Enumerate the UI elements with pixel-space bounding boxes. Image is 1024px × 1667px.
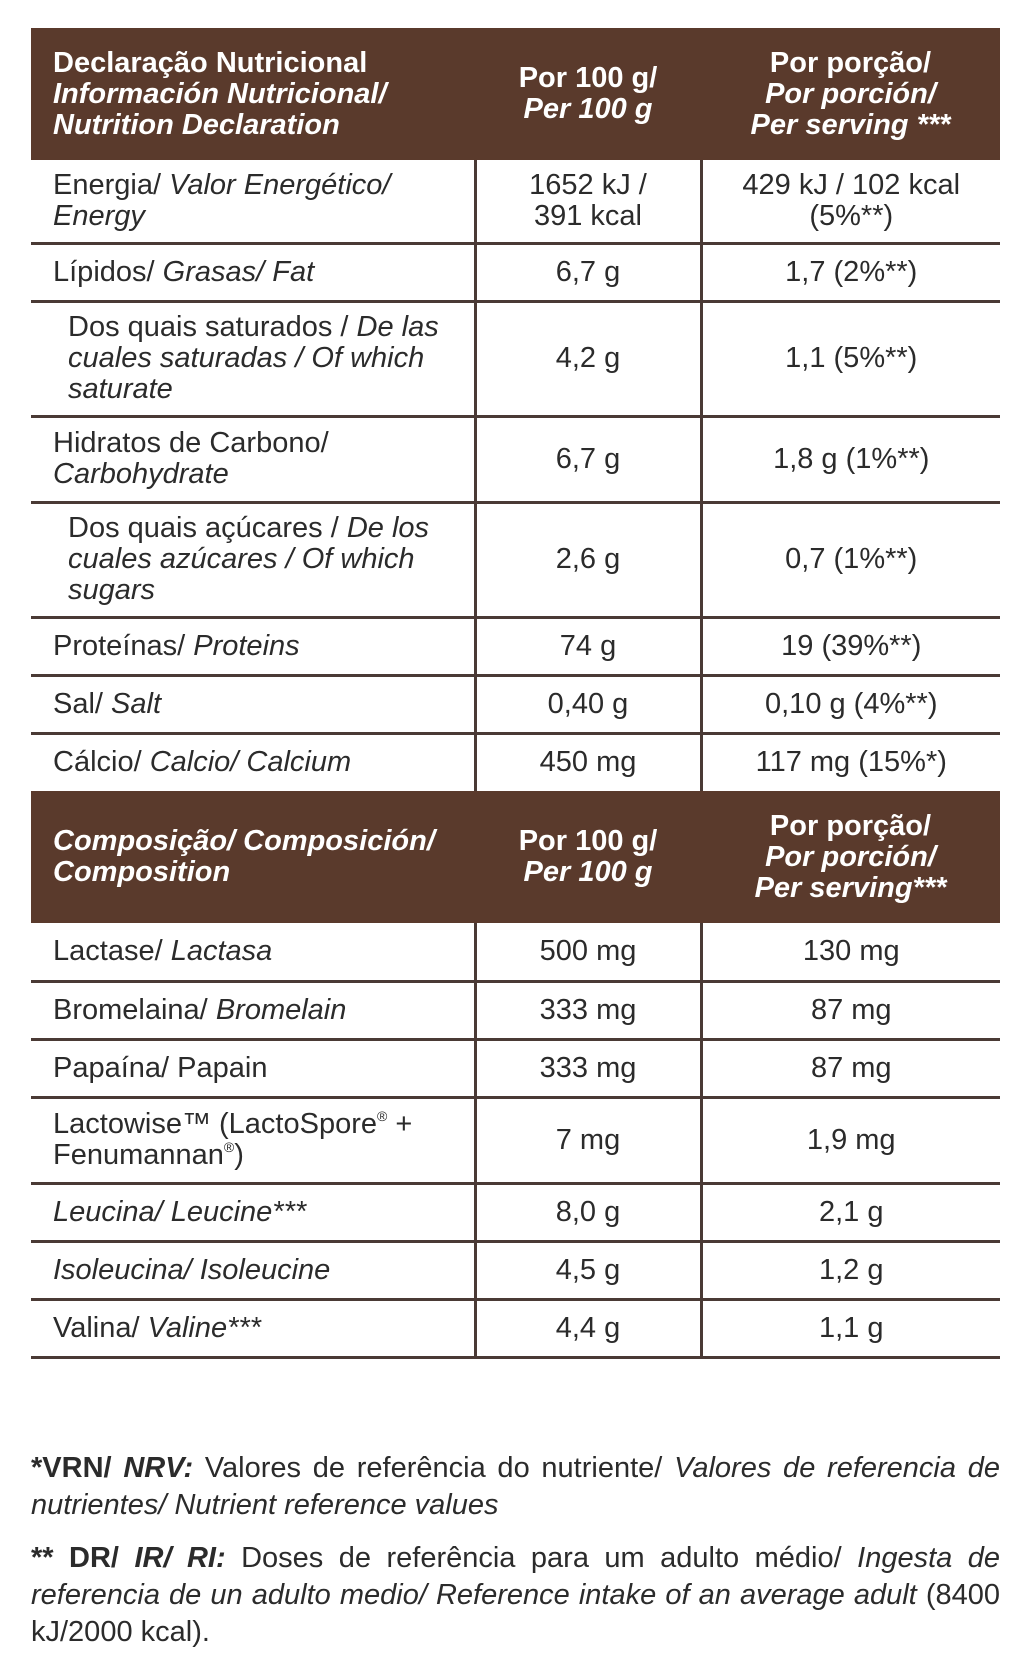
nutrition-header-serving: Por porção/ Por porción/ Per serving *** <box>701 28 1000 160</box>
ingredient-label: Papaína/ Papain <box>31 1039 475 1097</box>
serving-value: 1,1 (5%**) <box>701 301 1000 416</box>
nutrient-label: Hidratos de Carbono/ Carbohydrate <box>31 416 475 502</box>
nutrient-label: Dos quais saturados / De las cuales saturadas / Of which saturate <box>31 301 475 416</box>
nutrient-label: Proteínas/ Proteins <box>31 617 475 675</box>
ingredient-label: Valina/ Valine*** <box>31 1299 475 1357</box>
serving-value: 1,8 g (1%**) <box>701 416 1000 502</box>
serving-value: 1,9 mg <box>701 1097 1000 1183</box>
ingredient-label: Isoleucina/ Isoleucine <box>31 1241 475 1299</box>
per100-value: 4,2 g <box>475 301 701 416</box>
ingredient-label: Lactase/ Lactasa <box>31 923 475 981</box>
nutrition-table-wrapper <box>31 28 1000 1359</box>
per100-value: 8,0 g <box>475 1183 701 1241</box>
serving-value: 0,10 g (4%**) <box>701 675 1000 733</box>
table-row <box>31 243 1000 301</box>
per100-value: 2,6 g <box>475 502 701 617</box>
nutrient-label: Dos quais açúcares / De los cuales azúcares / Of which sugars <box>31 502 475 617</box>
serving-value: 1,2 g <box>701 1241 1000 1299</box>
ingredient-label: Leucina/ Leucine*** <box>31 1183 475 1241</box>
per100-value: 0,40 g <box>475 675 701 733</box>
serving-value: 0,7 (1%**) <box>701 502 1000 617</box>
serving-value: 87 mg <box>701 981 1000 1039</box>
per100-value: 6,7 g <box>475 416 701 502</box>
per100-value: 1652 kJ / 391 kcal <box>475 160 701 243</box>
table-row <box>31 675 1000 733</box>
table-row <box>31 981 1000 1039</box>
nutrition-header-label: Declaração Nutricional Información Nutricional/ Nutrition Declaration <box>31 28 475 160</box>
ingredient-label: Lactowise™ (LactoSpore® + Fenumannan®) <box>31 1097 475 1183</box>
per100-value: 333 mg <box>475 1039 701 1097</box>
nutrient-label: Sal/ Salt <box>31 675 475 733</box>
nutrient-label: Energia/ Valor Energético/ Energy <box>31 160 475 243</box>
per100-value: 333 mg <box>475 981 701 1039</box>
ingredient-label: Bromelaina/ Bromelain <box>31 981 475 1039</box>
table-row <box>31 502 1000 617</box>
table-row <box>31 160 1000 243</box>
table-row <box>31 733 1000 791</box>
serving-value: 1,1 g <box>701 1299 1000 1357</box>
nutrient-label: Cálcio/ Calcio/ Calcium <box>53 746 352 779</box>
serving-value: 130 mg <box>701 923 1000 981</box>
table-row <box>31 1039 1000 1097</box>
table-row <box>31 617 1000 675</box>
table-row <box>31 923 1000 981</box>
footnotes <box>31 1450 1000 1667</box>
table-row <box>31 1299 1000 1357</box>
serving-value: 87 mg <box>701 1039 1000 1097</box>
serving-value: 429 kJ / 102 kcal (5%**) <box>701 160 1000 243</box>
nutrition-header-row <box>31 28 1000 160</box>
serving-value: 19 (39%**) <box>701 617 1000 675</box>
footnote-dr: ** DR/ IR/ RI: Doses de referência para um adulto médio/ Ingesta de referencia de un adulto medio/ Reference intake of an average adult (8400 kJ/2000 kcal). <box>31 1542 1000 1648</box>
nutrition-table <box>31 28 1000 1359</box>
composition-header-per100: Por 100 g/ Per 100 g <box>475 791 701 923</box>
per100-value: 4,5 g <box>475 1241 701 1299</box>
per100-value: 74 g <box>475 617 701 675</box>
per100-value: 500 mg <box>475 923 701 981</box>
serving-value: 117 mg (15%*) <box>701 733 1000 791</box>
composition-header-label: Composição/ Composición/ Composition <box>31 791 475 923</box>
table-row <box>31 1097 1000 1183</box>
table-row <box>31 1241 1000 1299</box>
composition-header-row <box>31 791 1000 923</box>
composition-header-serving: Por porção/ Por porción/ Per serving*** <box>701 791 1000 923</box>
table-row <box>31 1183 1000 1241</box>
nutrient-label: Lípidos/ Grasas/ Fat <box>31 243 475 301</box>
table-row <box>31 301 1000 416</box>
table-row <box>31 416 1000 502</box>
per100-value: 7 mg <box>475 1097 701 1183</box>
per100-value: 450 mg <box>475 733 701 791</box>
nutrition-header-per100: Por 100 g/ Per 100 g <box>475 28 701 160</box>
footnote-vrn: *VRN/ NRV: Valores de referência do nutriente/ Valores de referencia de nutrientes/ Nutrient reference values <box>31 1452 1000 1521</box>
serving-value: 2,1 g <box>701 1183 1000 1241</box>
per100-value: 6,7 g <box>475 243 701 301</box>
per100-value: 4,4 g <box>475 1299 701 1357</box>
serving-value: 1,7 (2%**) <box>701 243 1000 301</box>
